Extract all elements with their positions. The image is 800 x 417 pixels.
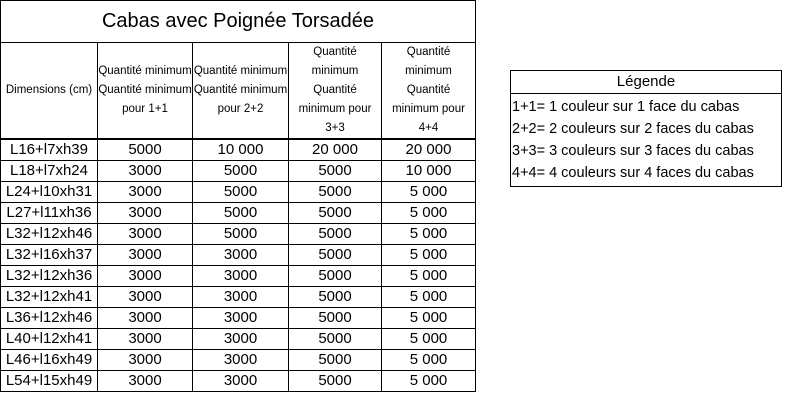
- cell-quantity: 5 000: [382, 224, 476, 245]
- cell-quantity: 5 000: [382, 371, 476, 392]
- cell-dimensions: L32+l12xh41: [1, 287, 98, 308]
- cell-quantity: 10 000: [382, 161, 476, 182]
- cell-quantity: 5000: [289, 161, 382, 182]
- cell-quantity: 5000: [289, 329, 382, 350]
- table-row: [1, 182, 476, 203]
- table-row: [1, 350, 476, 371]
- cell-quantity: 3000: [98, 224, 193, 245]
- legend-title: Légende: [511, 71, 781, 94]
- cell-quantity: 5 000: [382, 350, 476, 371]
- cell-quantity: 5 000: [382, 203, 476, 224]
- cell-quantity: 10 000: [193, 139, 289, 161]
- header-qty-2plus2: Quantité minimum Quantité minimum pour 2+2: [193, 43, 289, 140]
- cell-quantity: 5000: [193, 224, 289, 245]
- cell-quantity: 5 000: [382, 308, 476, 329]
- cell-quantity: 5000: [98, 139, 193, 161]
- table-row: [1, 266, 476, 287]
- cell-quantity: 3000: [193, 308, 289, 329]
- cell-quantity: 5 000: [382, 245, 476, 266]
- table-row: [1, 287, 476, 308]
- table-row: [1, 308, 476, 329]
- cell-quantity: 5 000: [382, 266, 476, 287]
- header-qty-4plus4: Quantité minimum Quantité minimum pour 4+4: [382, 43, 476, 140]
- table-row: [1, 139, 476, 161]
- legend-line-3plus3: 3+3= 3 couleurs sur 3 faces du cabas: [512, 143, 754, 159]
- table-title: Cabas avec Poignée Torsadée: [1, 1, 476, 43]
- cell-quantity: 5000: [289, 308, 382, 329]
- cell-quantity: 5000: [193, 203, 289, 224]
- cell-quantity: 5 000: [382, 182, 476, 203]
- header-qty-3plus3: Quantité minimum Quantité minimum pour 3+3: [289, 43, 382, 140]
- cell-dimensions: L16+l7xh39: [1, 139, 98, 161]
- cell-quantity: 3000: [193, 245, 289, 266]
- cell-quantity: 20 000: [382, 139, 476, 161]
- cell-quantity: 3000: [193, 287, 289, 308]
- cell-quantity: 5000: [193, 161, 289, 182]
- cell-dimensions: L32+l16xh37: [1, 245, 98, 266]
- cell-quantity: 3000: [193, 350, 289, 371]
- cell-dimensions: L32+l12xh46: [1, 224, 98, 245]
- cell-quantity: 3000: [98, 329, 193, 350]
- header-dimensions: Dimensions (cm): [1, 43, 98, 140]
- table-row: [1, 161, 476, 182]
- cell-quantity: 5000: [289, 371, 382, 392]
- cell-quantity: 3000: [98, 308, 193, 329]
- legend-body: [511, 94, 781, 186]
- cell-quantity: 3000: [193, 329, 289, 350]
- cell-quantity: 5000: [289, 266, 382, 287]
- cell-quantity: 3000: [98, 371, 193, 392]
- cell-dimensions: L40+l12xh41: [1, 329, 98, 350]
- cell-quantity: 5000: [289, 287, 382, 308]
- cell-dimensions: L24+l10xh31: [1, 182, 98, 203]
- cell-quantity: 3000: [193, 266, 289, 287]
- cell-quantity: 5000: [289, 350, 382, 371]
- cell-quantity: 5 000: [382, 329, 476, 350]
- cell-quantity: 5000: [289, 224, 382, 245]
- header-qty-1plus1: Quantité minimum Quantité minimum pour 1+1: [98, 43, 193, 140]
- legend-line-4plus4: 4+4= 4 couleurs sur 4 faces du cabas: [512, 165, 754, 181]
- cell-quantity: 3000: [98, 203, 193, 224]
- cell-dimensions: L54+l15xh49: [1, 371, 98, 392]
- cell-dimensions: L18+l7xh24: [1, 161, 98, 182]
- cell-quantity: 20 000: [289, 139, 382, 161]
- legend-box: [510, 70, 782, 187]
- table-row: [1, 224, 476, 245]
- table-row: [1, 371, 476, 392]
- legend-line-1plus1: 1+1= 1 couleur sur 1 face du cabas: [512, 99, 740, 115]
- cell-quantity: 3000: [98, 182, 193, 203]
- cell-quantity: 3000: [98, 245, 193, 266]
- cell-quantity: 5000: [193, 182, 289, 203]
- cell-quantity: 5 000: [382, 287, 476, 308]
- cell-quantity: 3000: [98, 266, 193, 287]
- cell-quantity: 5000: [289, 182, 382, 203]
- legend-line-2plus2: 2+2= 2 couleurs sur 2 faces du cabas: [512, 121, 754, 137]
- cell-dimensions: L36+l12xh46: [1, 308, 98, 329]
- cell-quantity: 3000: [98, 287, 193, 308]
- cell-quantity: 3000: [193, 371, 289, 392]
- cell-quantity: 5000: [289, 245, 382, 266]
- table-row: [1, 329, 476, 350]
- cell-quantity: 3000: [98, 161, 193, 182]
- cell-dimensions: L27+l11xh36: [1, 203, 98, 224]
- table-body: [1, 139, 476, 392]
- table-row: [1, 203, 476, 224]
- cell-quantity: 5000: [289, 203, 382, 224]
- cell-dimensions: L46+l16xh49: [1, 350, 98, 371]
- cell-quantity: 3000: [98, 350, 193, 371]
- table-row: [1, 245, 476, 266]
- cell-dimensions: L32+l12xh36: [1, 266, 98, 287]
